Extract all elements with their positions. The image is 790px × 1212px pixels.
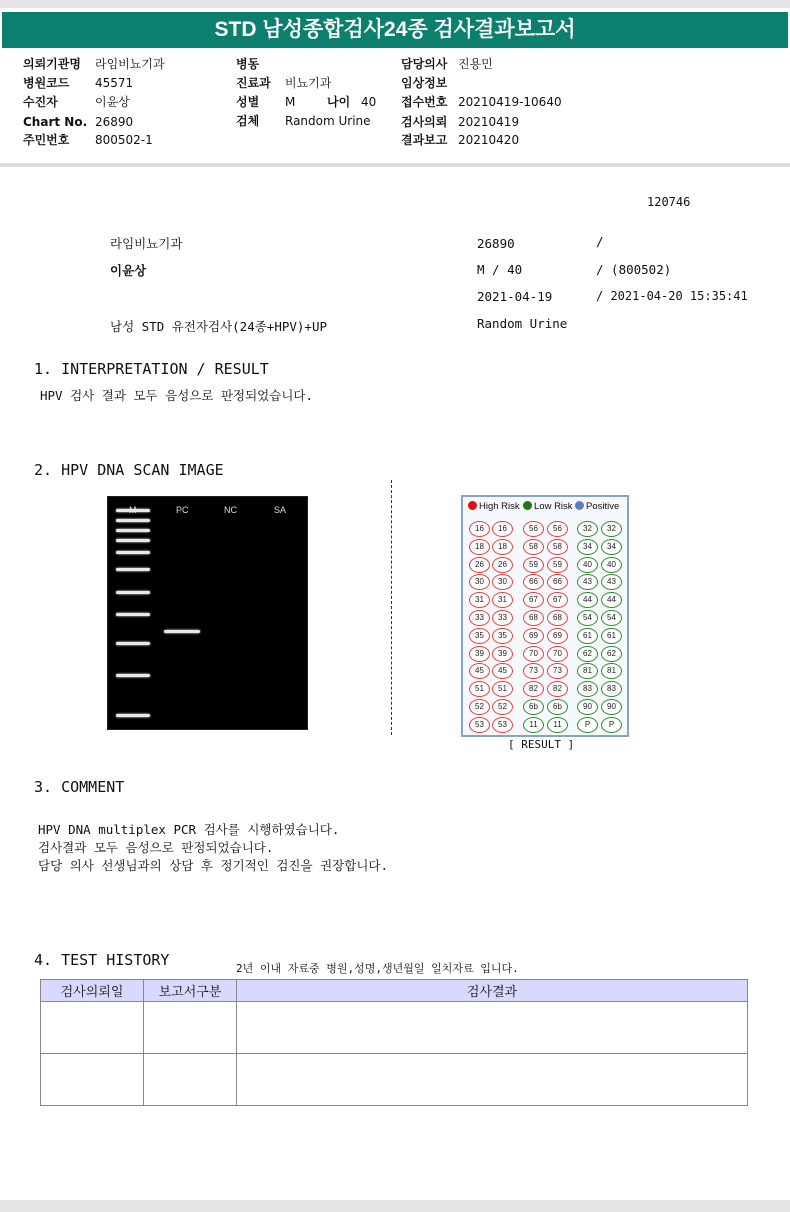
field-label: 임상정보 <box>401 76 448 90</box>
column-header: 검사의뢰일 <box>41 980 144 1002</box>
marker-band <box>116 613 150 616</box>
report-number: 120746 <box>647 195 691 209</box>
field-label: 병원코드 <box>23 76 70 90</box>
header-field <box>23 55 165 74</box>
field-label: 의뢰기관명 <box>23 57 81 71</box>
header-separator <box>0 163 790 167</box>
hpv-type-cell: 32 <box>577 521 598 537</box>
history-note: 2년 이내 자료중 병원,성명,생년월일 일치자료 입니다. <box>236 962 519 975</box>
hpv-type-cell: 62 <box>577 646 598 662</box>
marker-band <box>116 642 150 645</box>
hpv-type-cell: 6b <box>523 699 544 715</box>
hpv-type-cell: 26 <box>492 557 513 573</box>
hpv-type-cell: 40 <box>601 557 622 573</box>
field-value: 20210419 <box>458 115 520 129</box>
marker-band <box>116 674 150 677</box>
comment-line: 담당 의사 선생님과의 상담 후 정기적인 검진을 권장합니다. <box>38 858 389 873</box>
hpv-type-cell: 32 <box>601 521 622 537</box>
header-field <box>236 93 296 112</box>
hpv-type-cell: 58 <box>523 539 544 555</box>
hpv-type-cell: 68 <box>523 610 544 626</box>
report-title: STD 남성종합검사24종 검사결과보고서 <box>2 12 788 48</box>
hpv-type-cell: 34 <box>601 539 622 555</box>
header-field <box>401 93 562 112</box>
hpv-type-cell: 11 <box>523 717 544 733</box>
field-value: 이윤상 <box>95 95 130 109</box>
hpv-type-cell: 90 <box>577 699 598 715</box>
hpv-type-cell: 82 <box>547 681 568 697</box>
hpv-type-cell: 18 <box>492 539 513 555</box>
bottom-bar <box>0 1200 790 1212</box>
hpv-type-cell: 90 <box>601 699 622 715</box>
table-row <box>41 1054 748 1106</box>
green-dot-icon <box>523 501 532 510</box>
hpv-type-cell: 56 <box>547 521 568 537</box>
hpv-type-cell: 31 <box>492 592 513 608</box>
hpv-type-cell: 70 <box>523 646 544 662</box>
field-label: Chart No. <box>23 115 88 129</box>
hpv-type-cell: 66 <box>547 574 568 590</box>
header-field <box>236 112 371 131</box>
blue-dot-icon <box>575 501 584 510</box>
slash-1: / <box>596 234 604 249</box>
birth-info: / (800502) <box>596 262 672 277</box>
field-value: 라임비뇨기과 <box>95 57 165 71</box>
hpv-type-cell: 56 <box>523 521 544 537</box>
image-divider <box>391 480 392 735</box>
section-3-title: 3. COMMENT <box>34 778 125 796</box>
field-value: 진용민 <box>458 57 493 71</box>
hpv-type-cell: 58 <box>547 539 568 555</box>
hpv-chip-image <box>461 495 629 737</box>
hpv-type-cell: 44 <box>601 592 622 608</box>
hpv-type-cell: 83 <box>577 681 598 697</box>
hpv-type-cell: 35 <box>492 628 513 644</box>
field-label: 수진자 <box>23 95 58 109</box>
hpv-type-cell: 70 <box>547 646 568 662</box>
hpv-type-cell: 39 <box>492 646 513 662</box>
test-name: 남성 STD 유전자검사(24종+HPV)+UP <box>110 319 328 334</box>
red-dot-icon <box>468 501 477 510</box>
field-value: 20210420 <box>458 133 520 147</box>
comment-line: 검사결과 모두 음성으로 판정되었습니다. <box>38 840 274 855</box>
field-value: 45571 <box>95 76 134 90</box>
sex-age: M / 40 <box>477 262 523 277</box>
hpv-type-cell: 39 <box>469 646 490 662</box>
hpv-type-cell: 16 <box>469 521 490 537</box>
hpv-type-cell: 43 <box>601 574 622 590</box>
field-label: 검사의뢰 <box>401 115 448 129</box>
header-field <box>236 74 332 93</box>
column-header: 보고서구분 <box>144 980 237 1002</box>
hpv-type-cell: 52 <box>469 699 490 715</box>
hpv-type-cell: 73 <box>547 663 568 679</box>
hpv-type-cell: 6b <box>547 699 568 715</box>
comment-line: HPV DNA multiplex PCR 검사를 시행하였습니다. <box>38 822 340 837</box>
hpv-type-cell: 51 <box>469 681 490 697</box>
hpv-type-cell: 61 <box>601 628 622 644</box>
marker-band <box>116 568 150 571</box>
hpv-type-cell: 18 <box>469 539 490 555</box>
request-date: 2021-04-19 <box>477 289 553 304</box>
field-value: Random Urine <box>285 114 371 128</box>
hpv-type-cell: P <box>577 717 598 733</box>
result-caption: [ RESULT ] <box>508 738 575 751</box>
legend-positive: Positive <box>575 501 619 512</box>
column-header: 검사결과 <box>237 980 748 1002</box>
header-field <box>236 55 259 74</box>
hpv-type-cell: 33 <box>469 610 490 626</box>
section-4-title: 4. TEST HISTORY <box>34 951 170 969</box>
marker-band <box>116 529 150 532</box>
hpv-type-cell: 69 <box>547 628 568 644</box>
field-label: 성별 <box>236 95 260 109</box>
field-label: 주민번호 <box>23 133 70 147</box>
patient-name: 이윤상 <box>110 263 147 278</box>
table-row <box>41 1002 748 1054</box>
hpv-type-cell: 45 <box>469 663 490 679</box>
hpv-type-cell: 69 <box>523 628 544 644</box>
header-field <box>23 74 134 93</box>
marker-band <box>116 591 150 594</box>
field-label: 검체 <box>236 114 260 128</box>
hpv-type-cell: 81 <box>577 663 598 679</box>
hpv-type-cell: 82 <box>523 681 544 697</box>
field-label: 병동 <box>236 57 260 71</box>
lane-label: PC <box>176 505 189 515</box>
hpv-type-cell: 30 <box>469 574 490 590</box>
hpv-type-cell: 11 <box>547 717 568 733</box>
interpretation-text: HPV 검사 결과 모두 음성으로 판정되었습니다. <box>40 388 314 403</box>
hpv-type-cell: 66 <box>523 574 544 590</box>
hpv-type-cell: 83 <box>601 681 622 697</box>
hpv-type-cell: 52 <box>492 699 513 715</box>
hpv-type-cell: 30 <box>492 574 513 590</box>
hpv-type-cell: 53 <box>492 717 513 733</box>
hpv-type-cell: P <box>601 717 622 733</box>
hpv-type-cell: 59 <box>547 557 568 573</box>
chart-number: 26890 <box>477 236 515 251</box>
pc-band <box>164 630 200 633</box>
hpv-type-cell: 44 <box>577 592 598 608</box>
hpv-type-cell: 16 <box>492 521 513 537</box>
section-1-title: 1. INTERPRETATION / RESULT <box>34 360 269 378</box>
field-value: 26890 <box>95 115 134 129</box>
marker-band <box>116 519 150 522</box>
field-value: M <box>285 95 296 109</box>
header-field <box>401 131 520 150</box>
field-value: 비뇨기과 <box>285 76 332 90</box>
hpv-type-cell: 26 <box>469 557 490 573</box>
hpv-type-cell: 61 <box>577 628 598 644</box>
header-field <box>23 131 153 150</box>
specimen: Random Urine <box>477 316 568 331</box>
marker-band <box>116 509 150 512</box>
table-header-row <box>41 980 748 1002</box>
marker-band <box>116 539 150 542</box>
header-field <box>23 93 130 112</box>
hpv-type-cell: 31 <box>469 592 490 608</box>
hpv-type-cell: 59 <box>523 557 544 573</box>
gel-image <box>107 496 308 730</box>
hpv-type-cell: 54 <box>601 610 622 626</box>
report-datetime: / 2021-04-20 15:35:41 <box>596 289 748 303</box>
hpv-type-cell: 43 <box>577 574 598 590</box>
hpv-type-cell: 40 <box>577 557 598 573</box>
field-value: 800502-1 <box>95 133 153 147</box>
field-label: 접수번호 <box>401 95 448 109</box>
hpv-type-cell: 68 <box>547 610 568 626</box>
lane-label: NC <box>224 505 237 515</box>
field-label: 진료과 <box>236 76 271 90</box>
field-label: 결과보고 <box>401 133 448 147</box>
header-field <box>401 113 520 132</box>
field-value: 20210419-10640 <box>458 95 562 109</box>
hpv-type-cell: 73 <box>523 663 544 679</box>
hpv-type-cell: 53 <box>469 717 490 733</box>
clinic-name: 라임비뇨기과 <box>110 236 183 251</box>
age-value: 40 <box>361 95 377 109</box>
header-field <box>23 113 134 132</box>
lane-label: SA <box>274 505 287 515</box>
top-bar <box>0 0 790 8</box>
hpv-type-cell: 51 <box>492 681 513 697</box>
header-field <box>401 74 447 93</box>
age-label: 나이 <box>327 95 351 109</box>
header-field <box>401 55 493 74</box>
hpv-type-cell: 67 <box>547 592 568 608</box>
marker-band <box>116 551 150 554</box>
field-label: 담당의사 <box>401 57 448 71</box>
hpv-type-cell: 62 <box>601 646 622 662</box>
legend-high-risk: High Risk <box>468 501 520 512</box>
hpv-type-cell: 33 <box>492 610 513 626</box>
marker-band <box>116 714 150 717</box>
history-table <box>40 979 748 1106</box>
hpv-type-cell: 67 <box>523 592 544 608</box>
hpv-type-cell: 35 <box>469 628 490 644</box>
hpv-type-cell: 45 <box>492 663 513 679</box>
legend-low-risk: Low Risk <box>523 501 573 512</box>
hpv-type-cell: 34 <box>577 539 598 555</box>
hpv-type-cell: 81 <box>601 663 622 679</box>
section-2-title: 2. HPV DNA SCAN IMAGE <box>34 461 224 479</box>
hpv-type-cell: 54 <box>577 610 598 626</box>
